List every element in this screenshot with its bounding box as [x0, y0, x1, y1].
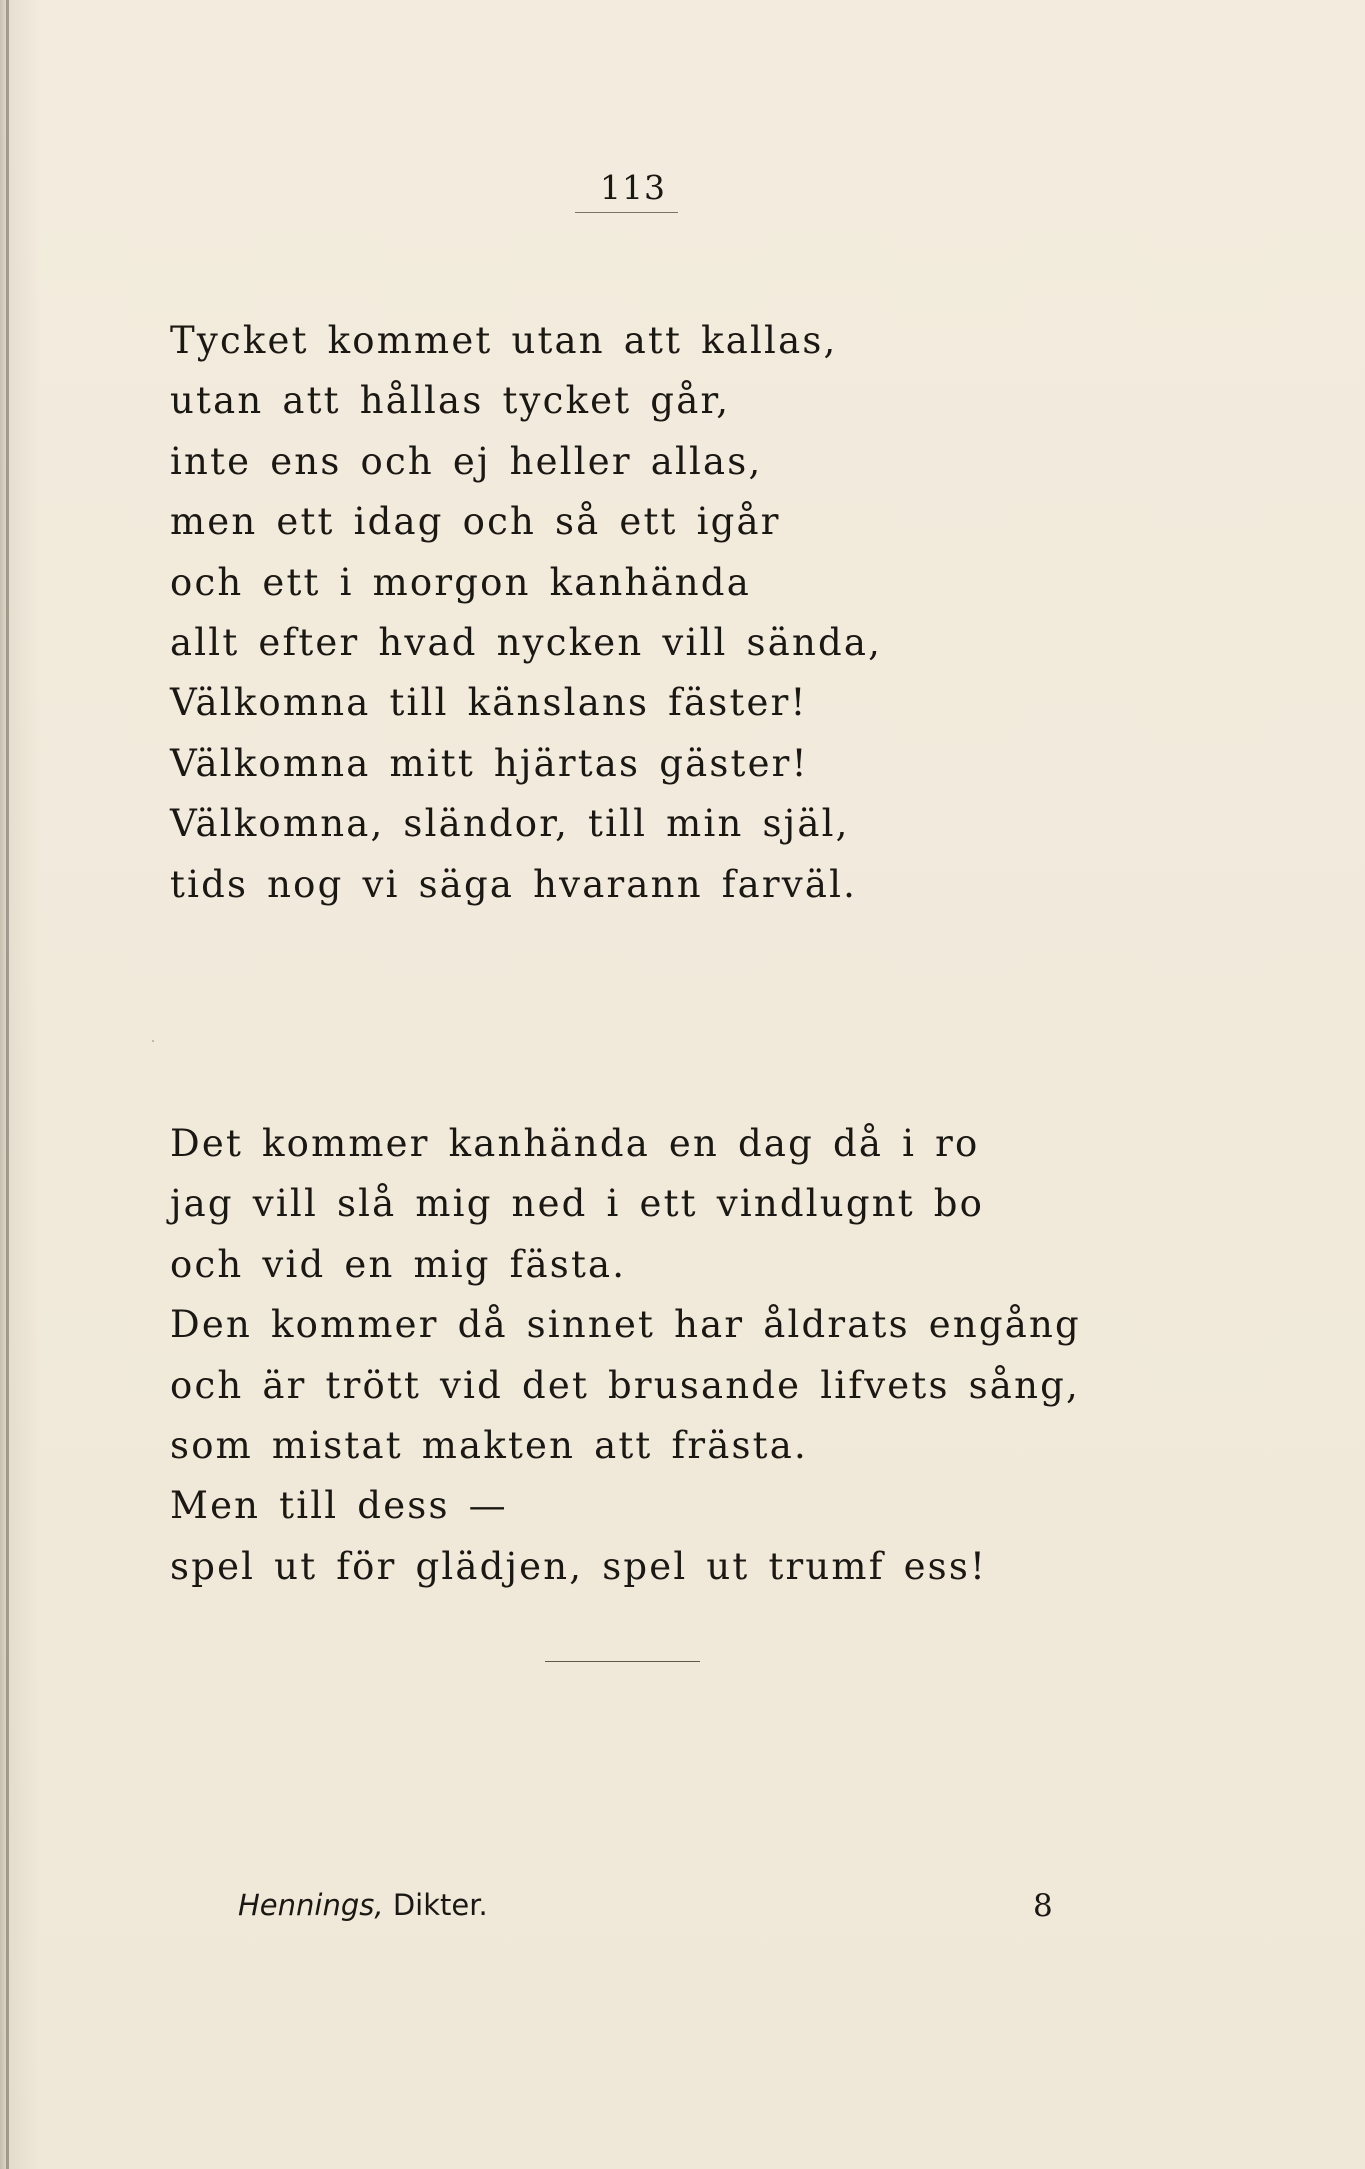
- poem-line: men ett idag och så ett igår: [170, 500, 781, 544]
- poem-line: allt efter hvad nycken vill sända,: [170, 620, 883, 664]
- page-edge-shadow: [6, 0, 9, 2169]
- poem-line: Men till dess —: [170, 1484, 508, 1528]
- poem-line: tids nog vi säga hvarann farväl.: [170, 862, 858, 906]
- poem-line: Välkomna mitt hjärtas gäster!: [170, 741, 809, 785]
- poem-stanza-2: [170, 1114, 1081, 1597]
- poem-line: inte ens och ej heller allas,: [170, 439, 763, 483]
- poem-line: Den kommer då sinnet har åldrats engång: [170, 1303, 1081, 1347]
- poem-line: spel ut för glädjen, spel ut trumf ess!: [170, 1544, 988, 1588]
- poem-stanza-1: [170, 311, 882, 915]
- footer-signature: [238, 1888, 488, 1922]
- sheet-signature-number: 8: [1033, 1888, 1053, 1924]
- poem-line: som mistat makten att frästa.: [170, 1423, 808, 1467]
- poem-line: och ett i morgon kanhända: [170, 560, 751, 604]
- poem-line: och vid en mig fästa.: [170, 1242, 627, 1286]
- paper-speck: [152, 1040, 154, 1042]
- footer-title: Dikter.: [392, 1888, 488, 1922]
- poem-line: utan att hållas tycket går,: [170, 379, 731, 423]
- page-number: 113: [600, 168, 666, 207]
- poem-line: Välkomna till känslans fäster!: [170, 681, 808, 725]
- page-number-underline: [575, 212, 678, 213]
- footer-author: Hennings,: [238, 1888, 384, 1922]
- poem-line: Välkomna, sländor, till min själ,: [170, 802, 850, 846]
- poem-line: Det kommer kanhända en dag då i ro: [170, 1122, 980, 1165]
- poem-line: och är trött vid det brusande lifvets sång,: [170, 1363, 1080, 1407]
- poem-end-rule: [545, 1661, 700, 1662]
- poem-line: jag vill slå mig ned i ett vindlugnt bo: [170, 1182, 985, 1226]
- poem-line: Tycket kommet utan att kallas,: [170, 319, 838, 362]
